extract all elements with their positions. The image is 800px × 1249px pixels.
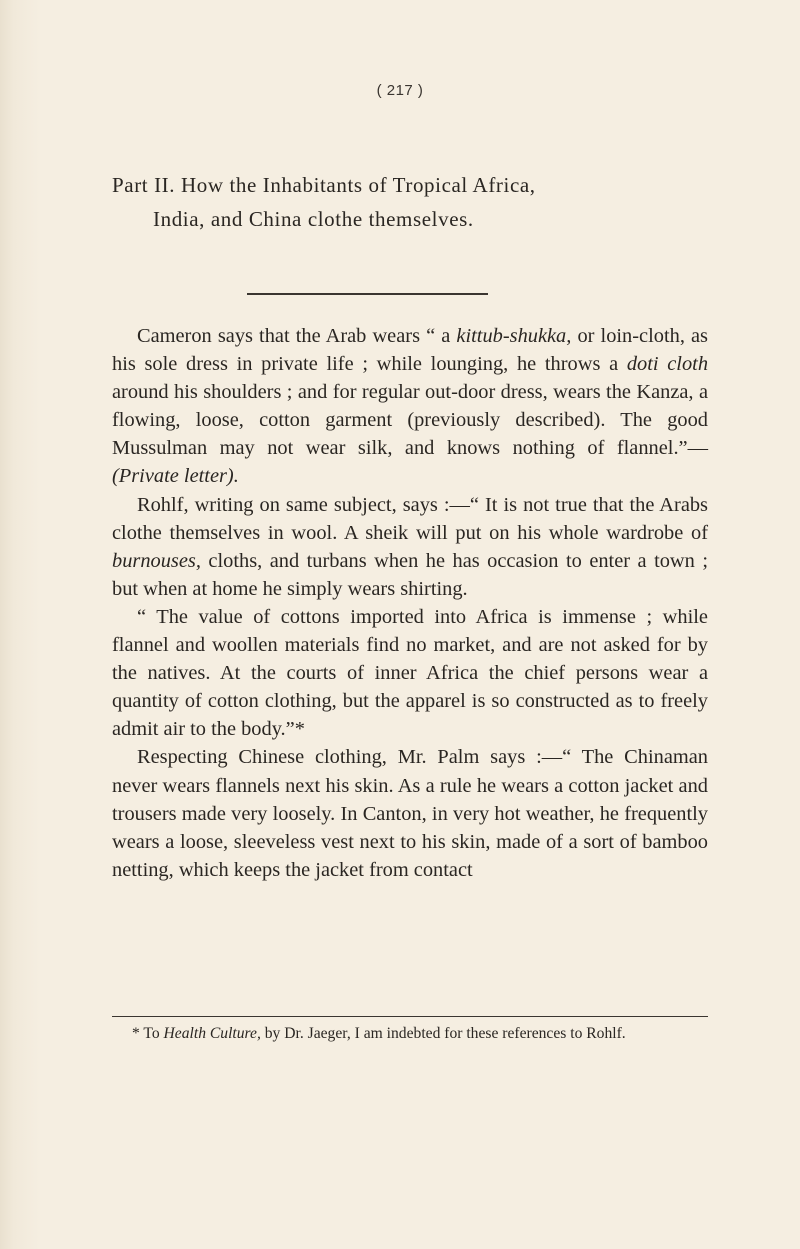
page-number: ( 217 ) <box>376 82 424 99</box>
footnote-divider <box>112 1016 708 1017</box>
footnote <box>112 1024 708 1044</box>
heading-line-2: India, and China clothe themselves. <box>153 207 474 231</box>
text-run: or loin-cloth, as his sole dress in private life ; while lounging, he throws a <box>112 325 708 376</box>
text-run: around his shoulders ; and for regular out-door dress, wears the Kanza, a flowing, loose, cotton garment (previously described). The good Mussulman may not wear silk, and knows nothing of flannel.”— <box>112 381 708 460</box>
text-run: Cameron says that the Arab wears “ a <box>137 325 457 347</box>
body-text <box>112 322 708 884</box>
heading-divider <box>247 293 488 295</box>
italic-title: Health Culture, <box>163 1025 261 1042</box>
text-run: cloths, and turbans when he has occasion to enter a town ; but when at home he simply wears shirting. <box>112 549 708 600</box>
paragraph-chinese: Respecting Chinese clothing, Mr. Palm says :—“ The Chinaman never wears flannels next his skin. As a rule he wears a cotton jacket and trousers made very loosely. In Canton, in very hot weather, he frequently wears a loose, sleeveless vest next to his skin, made of a sort of bamboo netting, which keeps the jacket from contact <box>112 746 708 881</box>
italic-term: kittub-shukka, <box>456 325 572 347</box>
heading-line-1: Part II. How the Inhabitants of Tropical Africa, <box>112 173 536 197</box>
section-heading <box>112 168 712 236</box>
paragraph-cottons: “ The value of cottons imported into Africa is immense ; while flannel and woollen materials find no market, and are not asked for by the natives. At the courts of inner Africa the chief persons wear a quantity of cotton clothing, but the apparel is so constructed as to freely admit air to the body.”* <box>112 605 708 741</box>
text-run: * To <box>132 1025 164 1042</box>
text-run: by Dr. Jaeger, I am indebted for these references to Rohlf. <box>260 1025 626 1042</box>
paragraph-cameron <box>112 322 708 491</box>
italic-term: (Private letter). <box>112 465 239 488</box>
italic-term: doti cloth <box>626 353 709 376</box>
paragraph-rohlf <box>112 491 708 603</box>
text-run: Rohlf, writing on same subject, says :—“ It is not true that the Arabs clothe themselves in wool. A sheik will put on his whole wardrobe of <box>112 493 708 544</box>
italic-term: burnouses, <box>112 549 201 572</box>
